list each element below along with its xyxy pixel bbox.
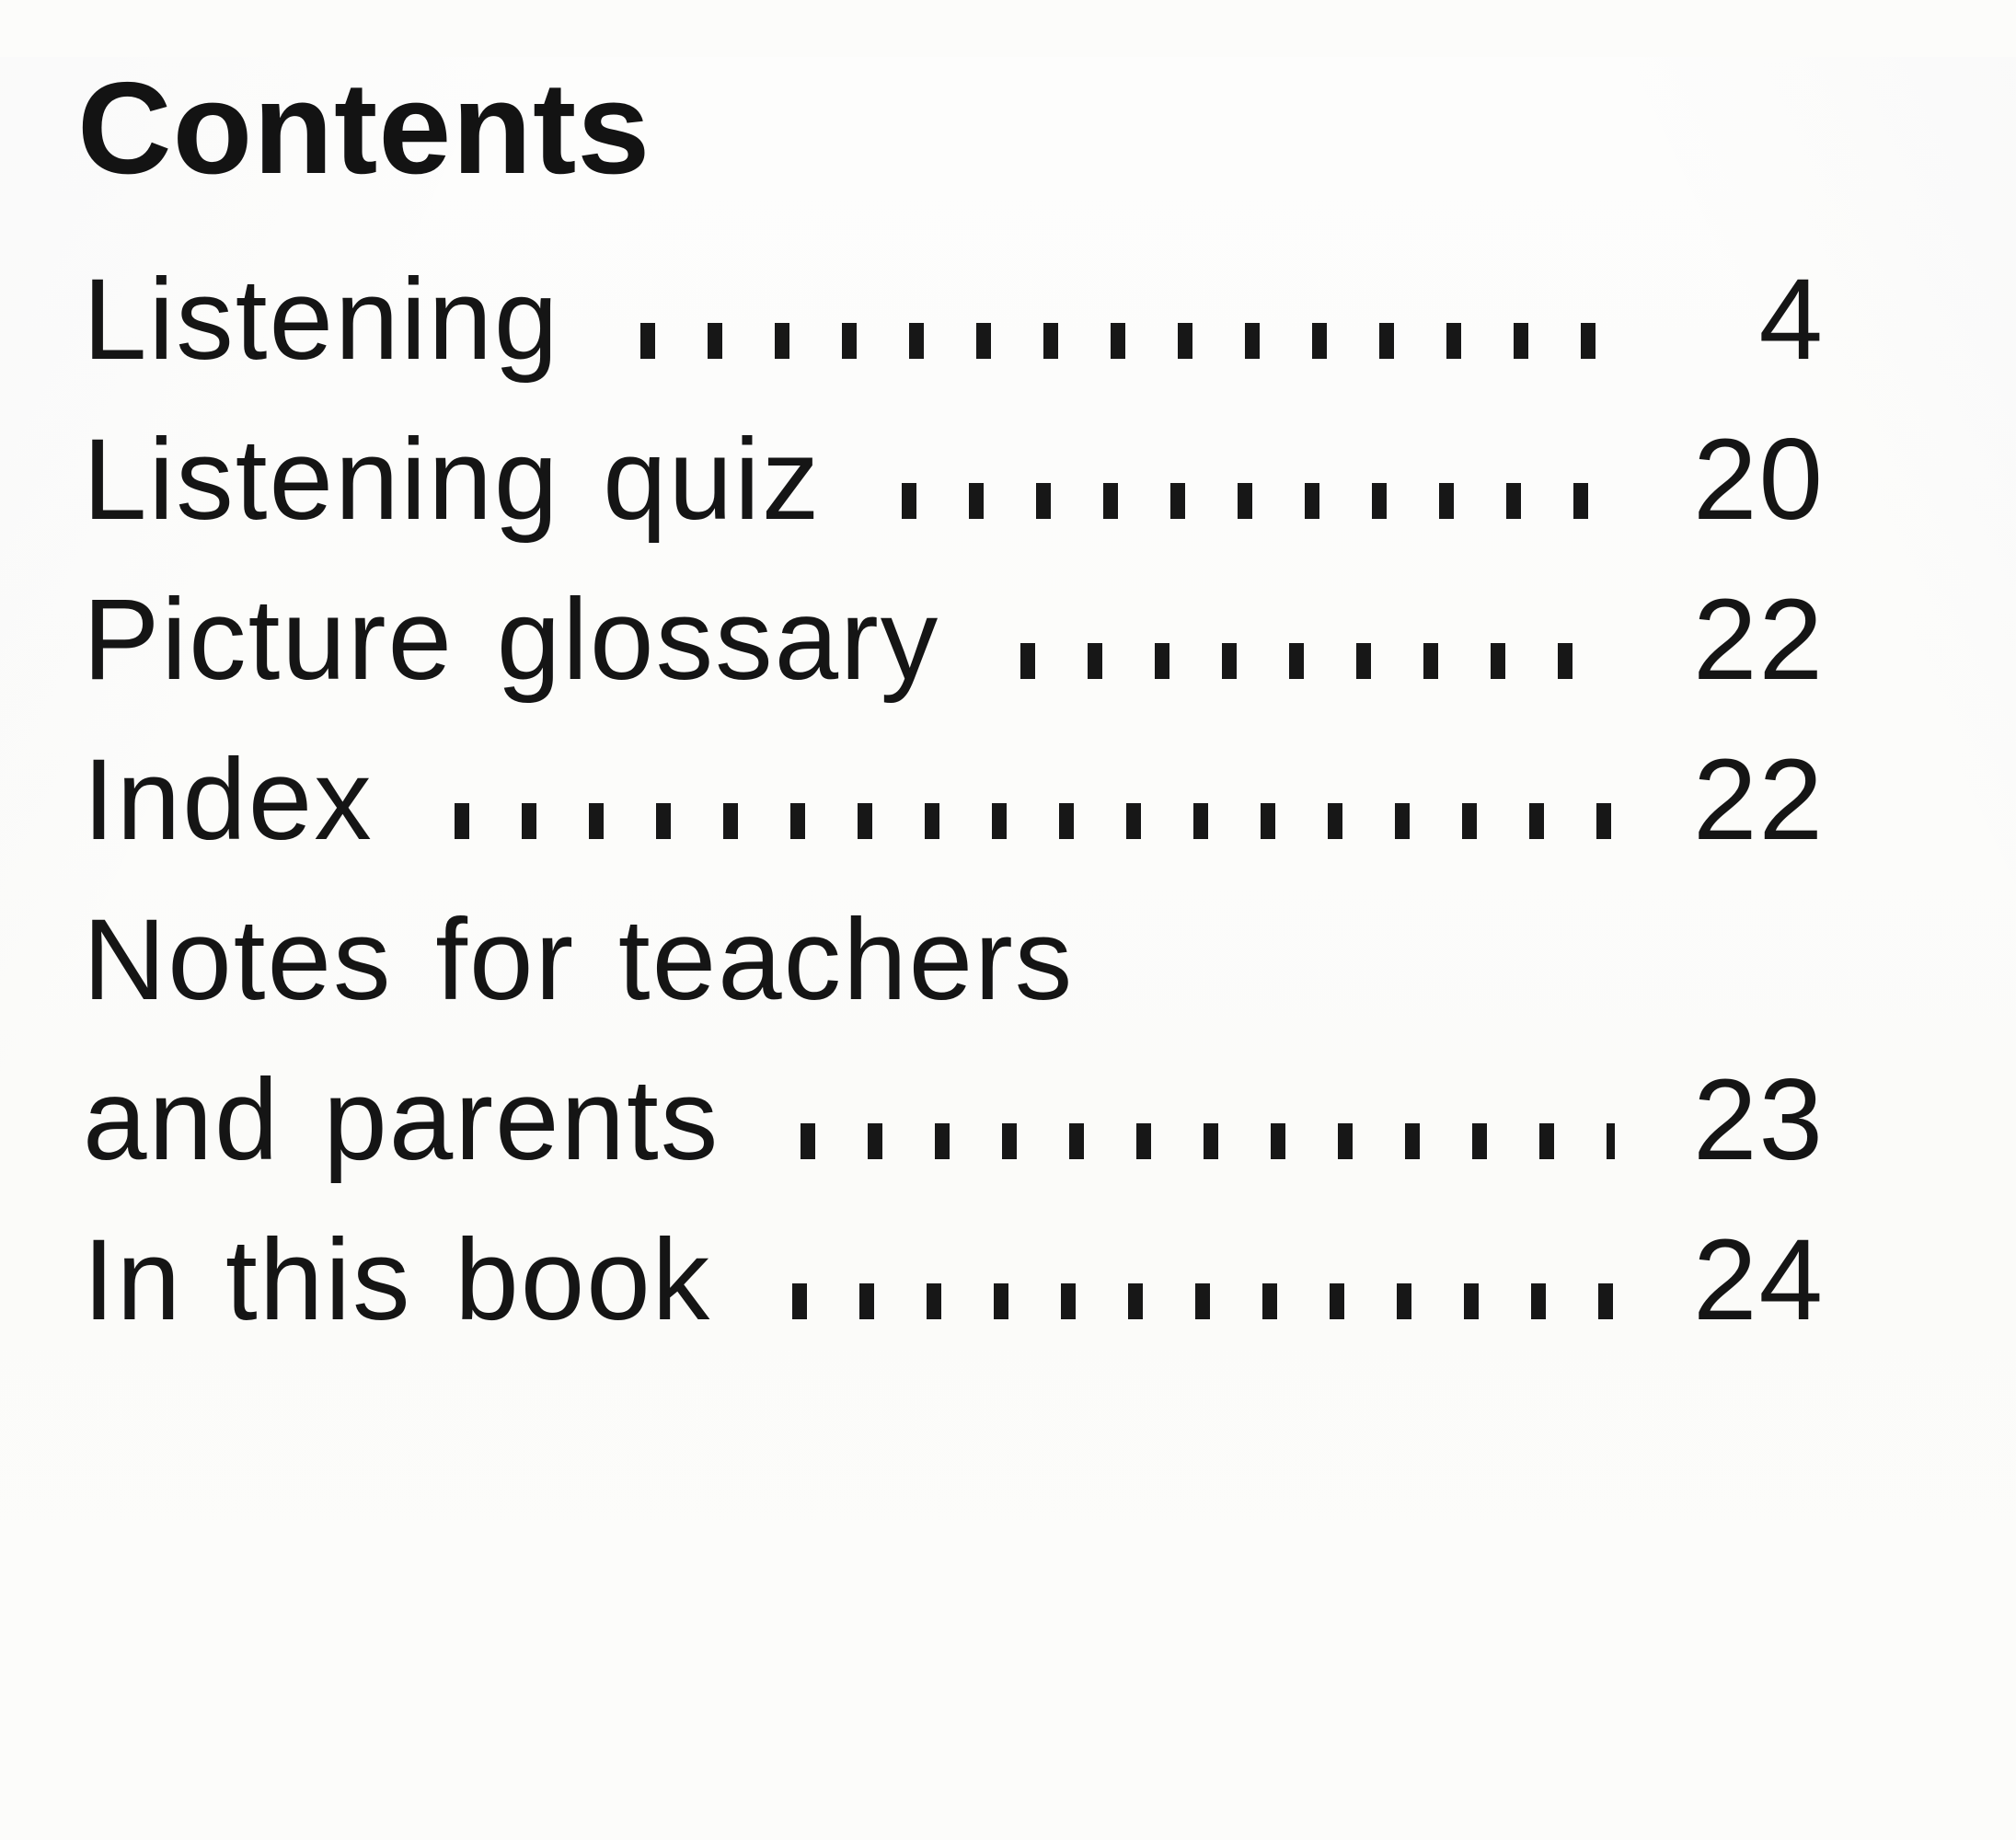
- toc-entry: [83, 734, 1825, 894]
- toc-entry-label: Listening quiz: [83, 416, 822, 545]
- toc-entry-page-number: 20: [1692, 416, 1825, 545]
- toc-entry-label: Notes for teachers: [83, 896, 1075, 1025]
- toc-entry-page-number: 22: [1692, 576, 1825, 705]
- dot-leader: [1020, 643, 1615, 679]
- toc-entry: [83, 414, 1825, 574]
- book-toc-page: [0, 57, 2016, 1840]
- toc-entry-page-number: 22: [1692, 736, 1825, 865]
- dot-leader: [801, 1123, 1615, 1159]
- toc-list: [83, 254, 1825, 1374]
- toc-entry-label: Listening: [83, 256, 560, 385]
- toc-entry-label: Picture glossary: [83, 576, 940, 705]
- toc-entry-page-number: 4: [1758, 256, 1825, 385]
- toc-entry-page-number: 24: [1692, 1216, 1825, 1345]
- toc-entry: [83, 574, 1825, 734]
- toc-entry-label: In this book: [83, 1216, 712, 1345]
- toc-entry: [83, 254, 1825, 414]
- dot-leader: [792, 1283, 1615, 1319]
- dot-leader: [455, 803, 1615, 839]
- toc-entry-label: Index: [83, 736, 374, 865]
- page-title: Contents: [77, 55, 651, 201]
- toc-entry: [83, 1054, 1825, 1214]
- toc-entry-label: and parents: [83, 1056, 720, 1185]
- dot-leader: [640, 323, 1615, 359]
- toc-entry: [83, 894, 1825, 1054]
- toc-entry-page-number: 23: [1692, 1056, 1825, 1185]
- dot-leader: [902, 483, 1615, 519]
- toc-entry: [83, 1214, 1825, 1374]
